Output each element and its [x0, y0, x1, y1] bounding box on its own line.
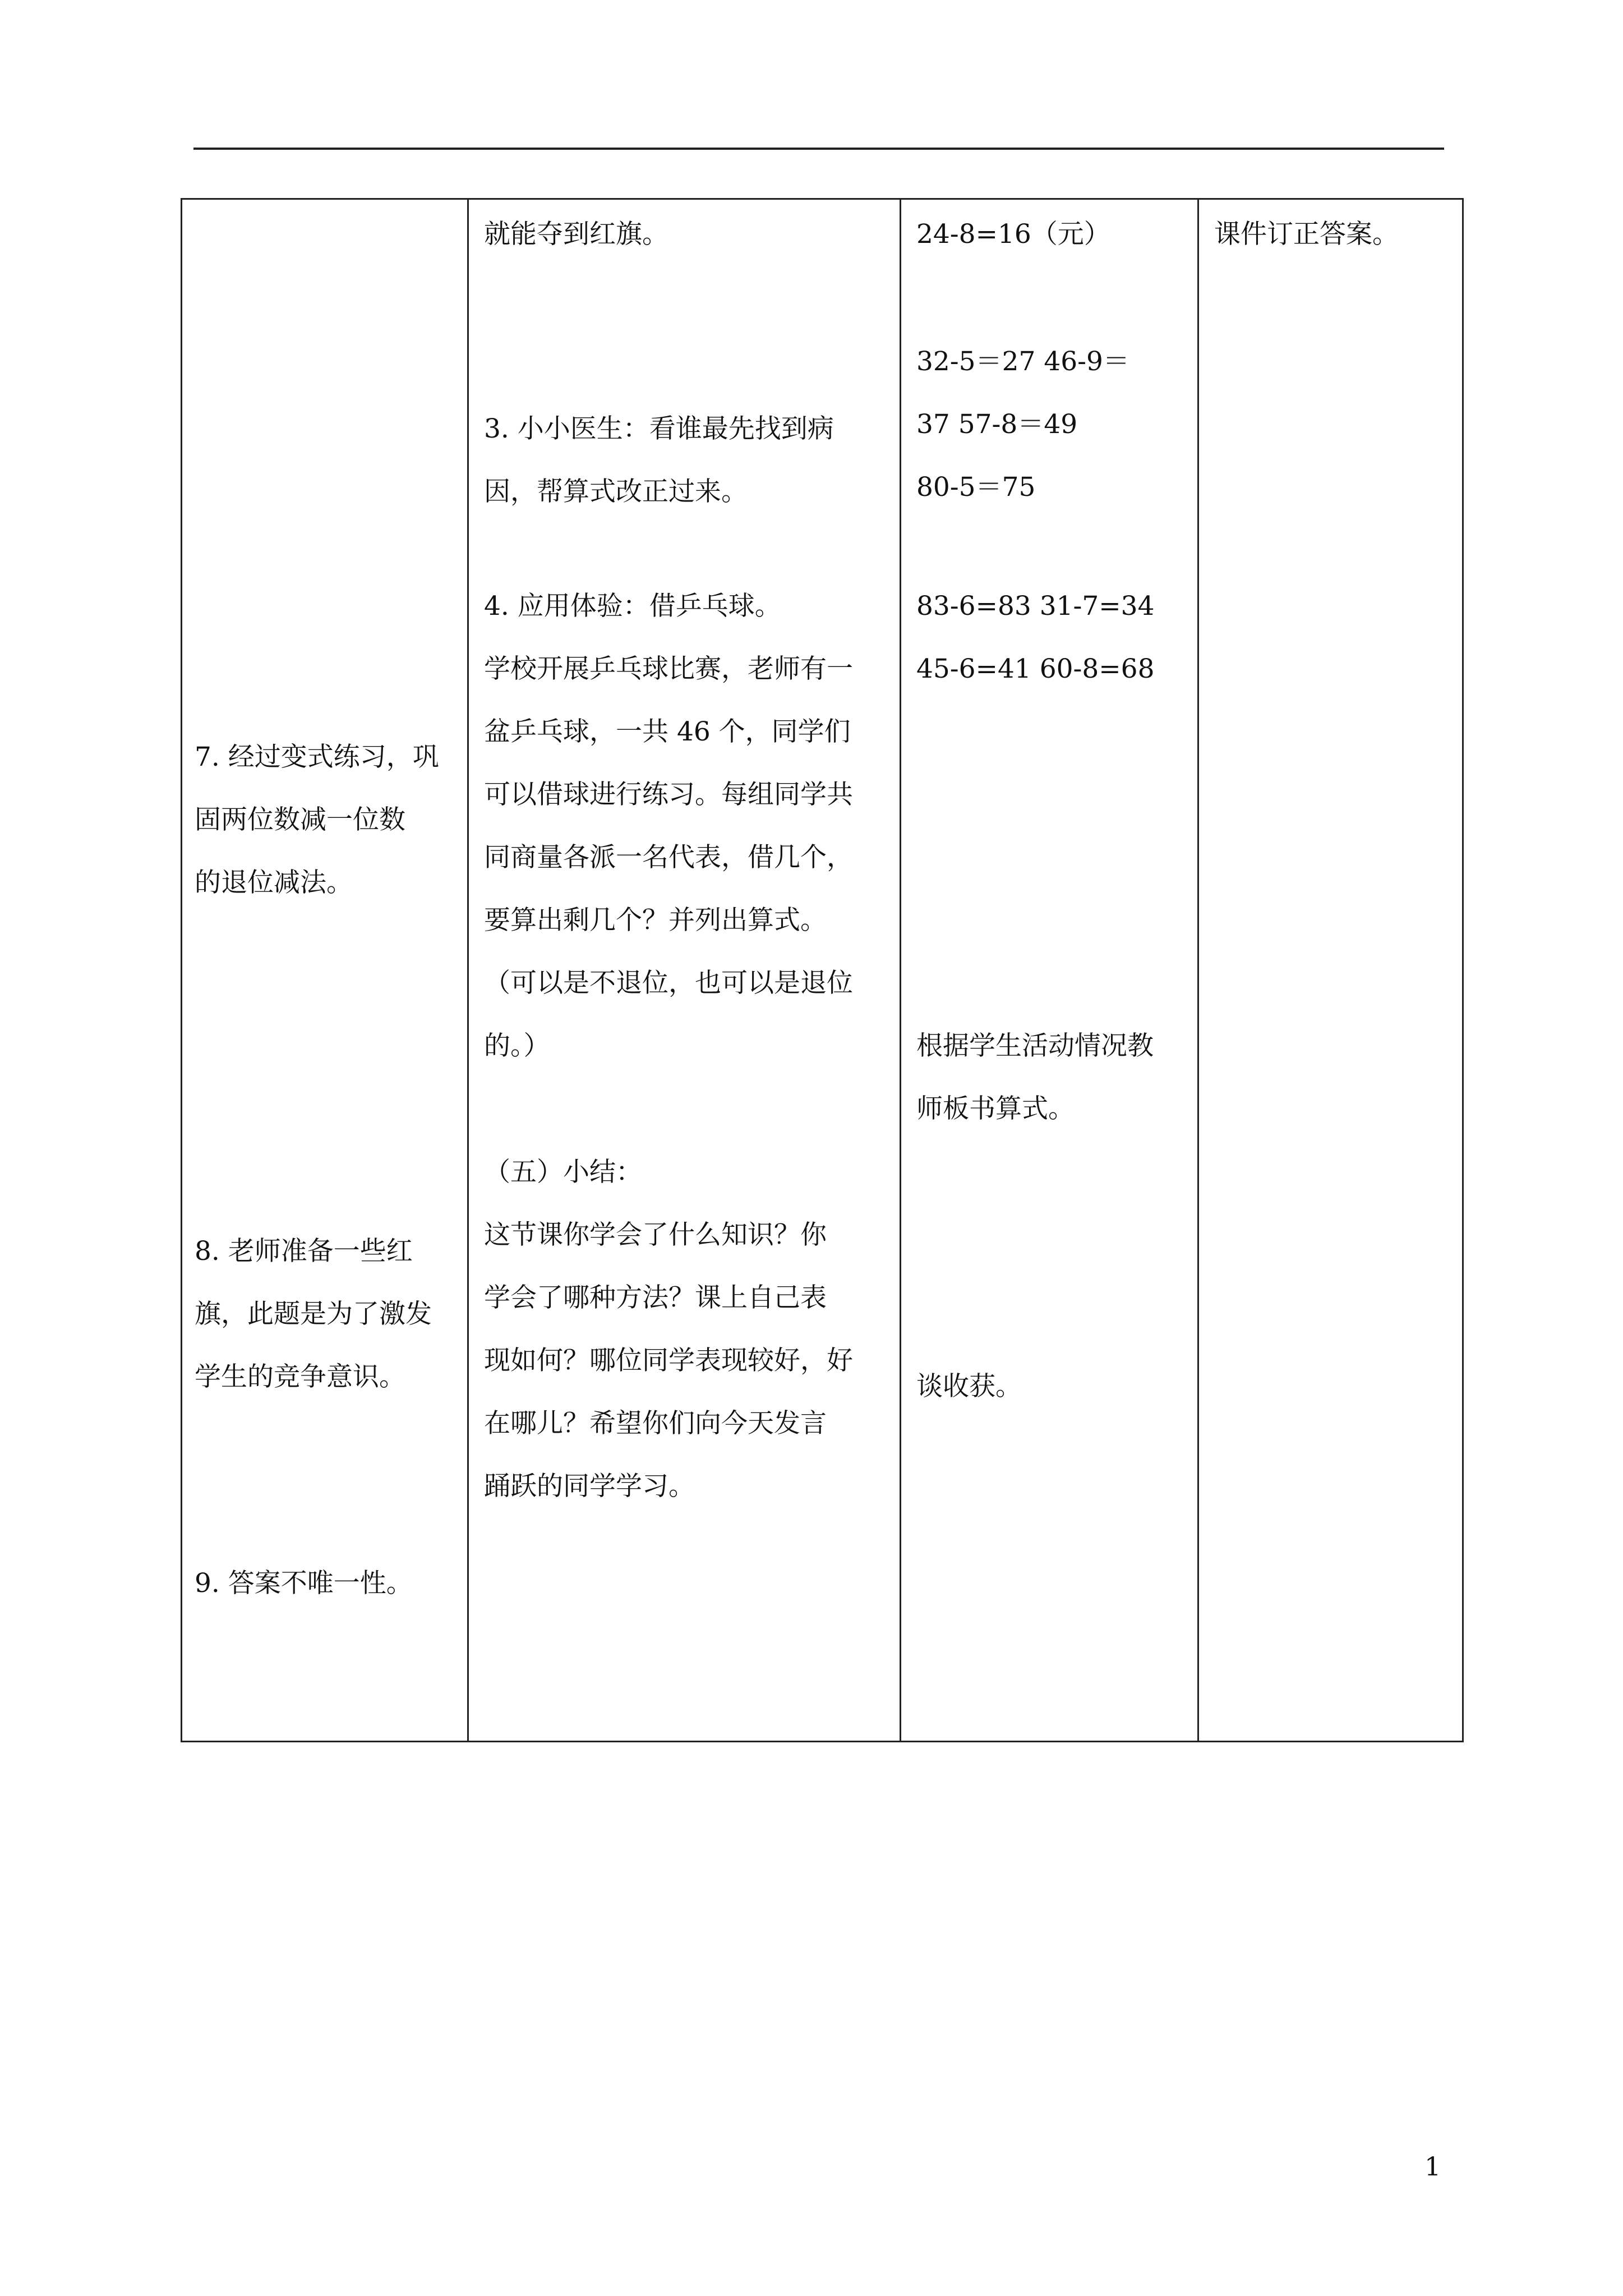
design-intent-line: 9. 答案不唯一性。	[195, 1568, 413, 1599]
media-cell	[1198, 199, 1463, 1742]
design-intent-line: 旗，此题是为了激发	[195, 1299, 432, 1329]
teacher-activity-line: 学会了哪种方法？课上自己表	[484, 1282, 827, 1313]
student-activity-line: 谈收获。	[916, 1371, 1022, 1402]
student-activity-line: 32-5＝27 46-9＝	[916, 346, 1129, 377]
teacher-activity-cell	[468, 199, 901, 1742]
teacher-activity-line: 踊跃的同学学习。	[484, 1471, 695, 1502]
teacher-activity-line: 在哪儿？希望你们向今天发言	[484, 1408, 827, 1439]
teacher-activity-line: 4. 应用体验：借乒乓球。	[484, 591, 781, 622]
header-rule	[193, 148, 1444, 150]
teacher-activity-line: 要算出剩几个？并列出算式。	[484, 905, 827, 936]
student-activity-line: 根据学生活动情况教	[916, 1030, 1154, 1061]
lesson-plan-table	[181, 198, 1464, 1742]
teacher-activity-line: 的。）	[484, 1030, 550, 1061]
media-line: 课件订正答案。	[1214, 219, 1399, 250]
student-activity-line: 24-8=16（元）	[916, 219, 1110, 250]
student-activity-line: 80-5＝75	[916, 472, 1036, 503]
design-intent-line: 7. 经过变式练习，巩	[195, 742, 439, 772]
student-activity-line: 37 57-8＝49	[916, 409, 1078, 440]
design-intent-line: 的退位减法。	[195, 867, 353, 898]
teacher-activity-line: 现如何？哪位同学表现较好，好	[484, 1345, 853, 1376]
teacher-activity-line: 就能夺到红旗。	[484, 219, 668, 250]
teacher-activity-line: 3. 小小医生：看谁最先找到病	[484, 413, 834, 444]
page-number: 1	[1424, 2151, 1441, 2182]
design-intent-line: 学生的竞争意识。	[195, 1361, 405, 1392]
design-intent-line: 固两位数减一位数	[195, 804, 405, 835]
teacher-activity-line: 因，帮算式改正过来。	[484, 476, 748, 507]
design-intent-cell	[182, 199, 468, 1742]
student-activity-line: 师板书算式。	[916, 1093, 1075, 1124]
teacher-activity-line: 可以借球进行练习。每组同学共	[484, 779, 853, 810]
teacher-activity-line: 这节课你学会了什么知识？你	[484, 1220, 827, 1250]
teacher-activity-line: （五）小结：	[484, 1157, 642, 1188]
student-activity-cell	[901, 199, 1198, 1742]
student-activity-line: 83-6=83 31-7=34	[916, 591, 1155, 622]
design-intent-line: 8. 老师准备一些红	[195, 1236, 413, 1267]
teacher-activity-line: （可以是不退位，也可以是退位	[484, 968, 853, 999]
teacher-activity-line: 同商量各派一名代表，借几个，	[484, 842, 853, 873]
student-activity-line: 45-6=41 60-8=68	[916, 654, 1155, 684]
teacher-activity-line: 学校开展乒乓球比赛，老师有一	[484, 654, 853, 684]
teacher-activity-line: 盆乒乓球，一共 46 个，同学们	[484, 716, 851, 747]
table-row	[182, 199, 1463, 1742]
